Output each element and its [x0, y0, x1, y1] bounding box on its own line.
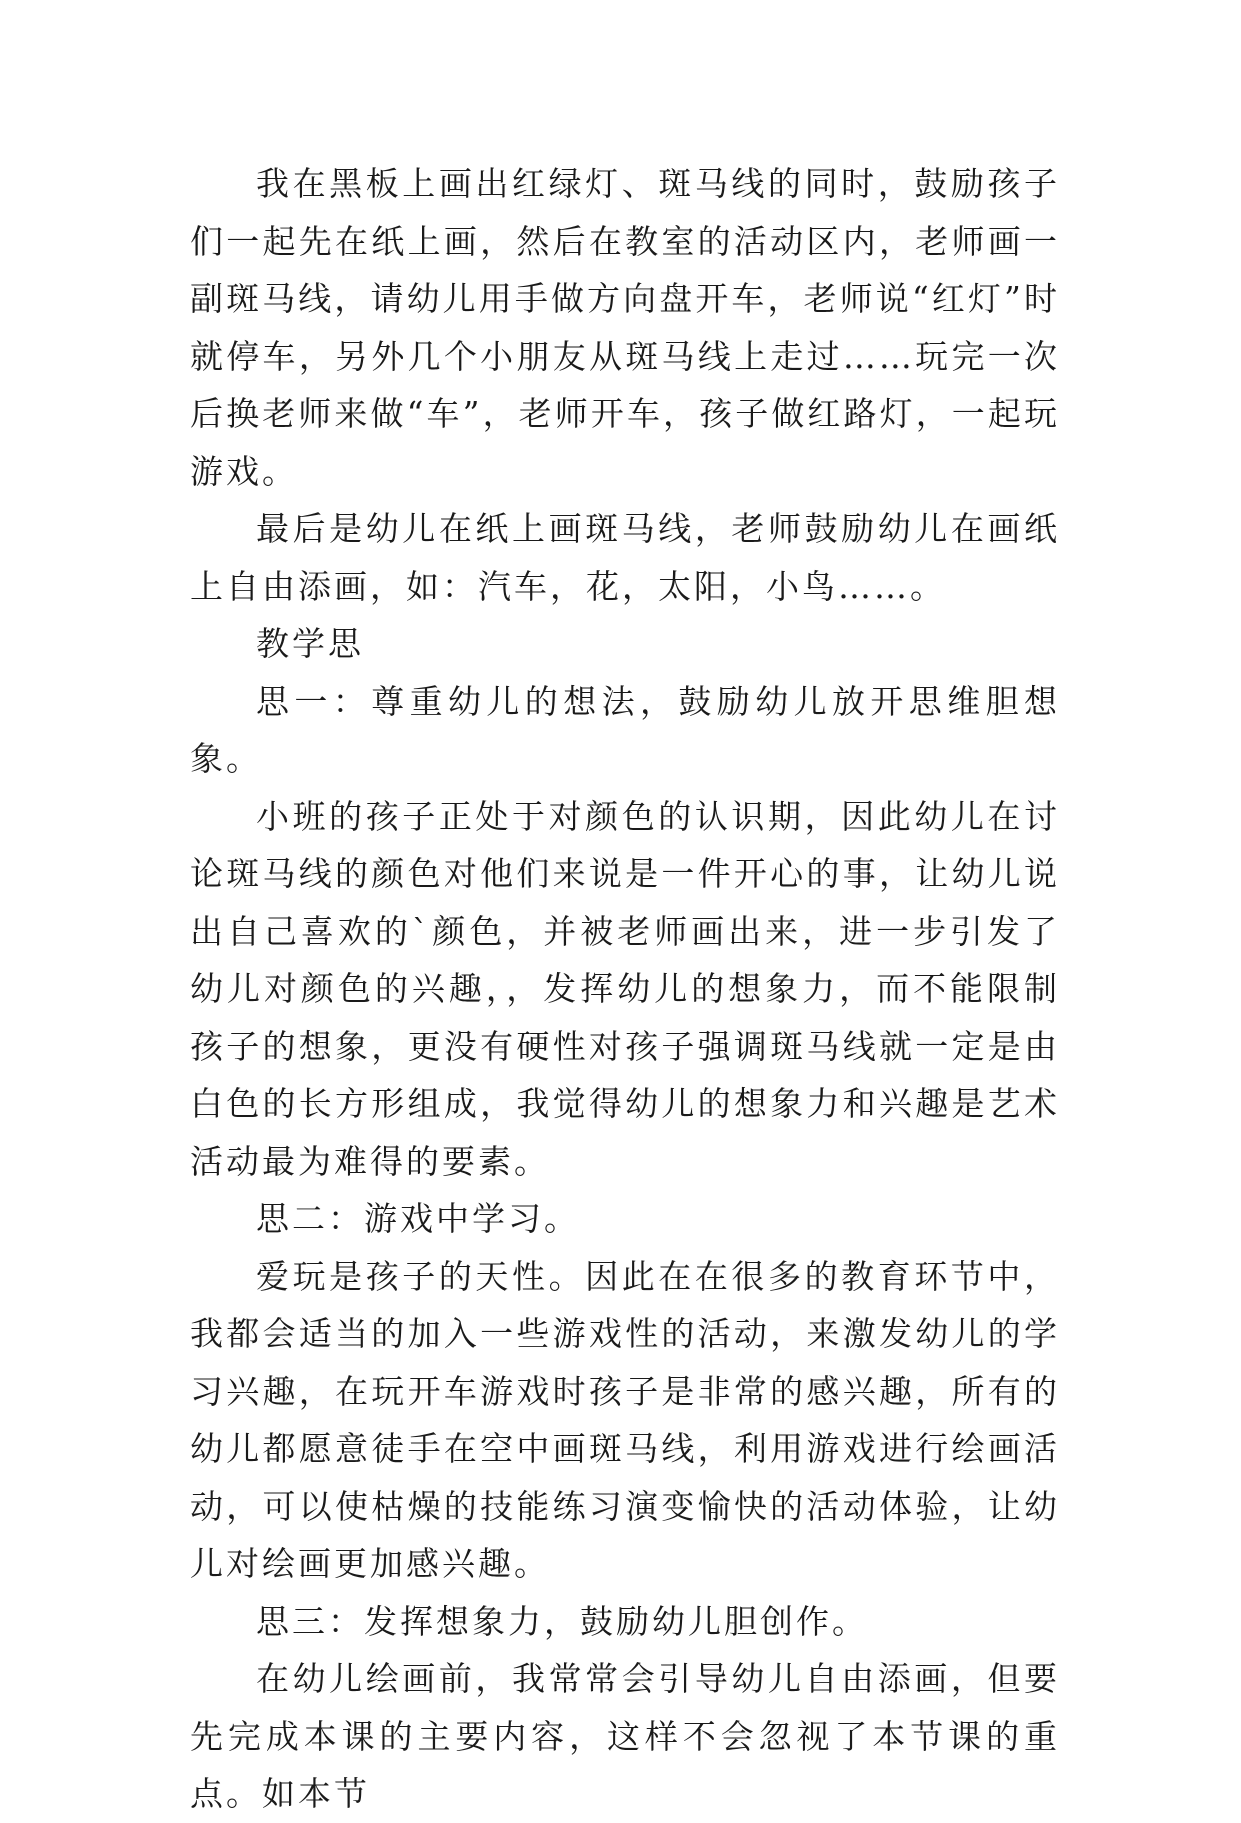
paragraph: 在幼儿绘画前，我常常会引导幼儿自由添画，但要先完成本课的主要内容，这样不会忽视了本节课的重点。如本节 — [190, 1659, 1060, 1813]
document-body — [190, 155, 1060, 1823]
subheading: 思二：游戏中学习。 — [256, 1199, 580, 1238]
section-heading: 教学思 — [256, 624, 364, 663]
subheading: 思三：发挥想象力，鼓励幼儿胆创作。 — [256, 1601, 868, 1641]
paragraph: 小班的孩子正处于对颜色的认识期，因此幼儿在讨论斑马线的颜色对他们来说是一件开心的事，让幼儿说出自己喜欢的`颜色，并被老师画出来，进一步引发了幼儿对颜色的兴趣，，发挥幼儿的想象力，而不能限制孩子的想象，更没有硬性对孩子强调斑马线就一定是由白色的长方形组成，我觉得幼儿的想象力和兴趣是艺术活动最为难得的要素。 — [190, 796, 1060, 1181]
paragraph: 我在黑板上画出红绿灯、斑马线的同时，鼓励孩子们一起先在纸上画，然后在教室的活动区内，老师画一副斑马线，请幼儿用手做方向盘开车，老师说“红灯”时就停车，另外几个小朋友从斑马线上走过……玩完一次后换老师来做“车”，老师开车，孩子做红路灯，一起玩游戏。 — [190, 164, 1060, 491]
subheading: 思一：尊重幼儿的想法，鼓励幼儿放开思维胆想象。 — [190, 681, 1060, 778]
paragraph: 最后是幼儿在纸上画斑马线，老师鼓励幼儿在画纸上自由添画，如：汽车，花，太阳，小鸟……。 — [190, 509, 1060, 606]
paragraph: 爱玩是孩子的天性。因此在在很多的教育环节中，我都会适当的加入一些游戏性的活动，来激发幼儿的学习兴趣，在玩开车游戏时孩子是非常的感兴趣，所有的幼儿都愿意徒手在空中画斑马线，利用游戏进行绘画活动，可以使枯燥的技能练习演变愉快的活动体验，让幼儿对绘画更加感兴趣。 — [190, 1256, 1060, 1583]
